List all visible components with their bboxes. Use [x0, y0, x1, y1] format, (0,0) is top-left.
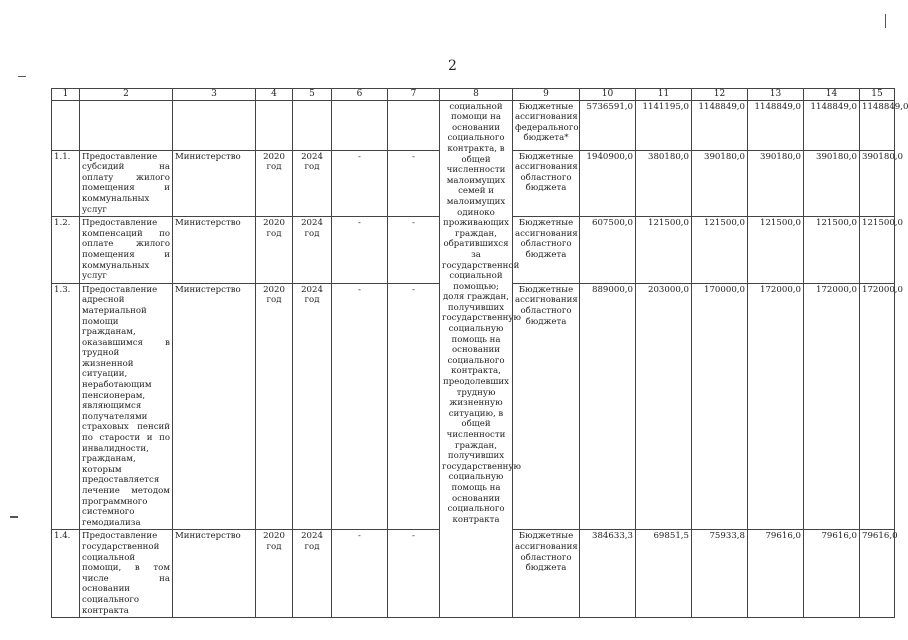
executor: Министерство [173, 530, 256, 618]
value-2021: 170000,0 [692, 283, 748, 530]
header-cell: 10 [580, 89, 636, 101]
value-2023: 1148849,0 [804, 100, 860, 150]
value-2024: 1148849,0 [860, 100, 895, 150]
budget-table [51, 88, 908, 618]
scan-mark [885, 14, 886, 28]
col6-cell: - [332, 217, 388, 284]
funding-source: Бюджетные ассигнования областного бюджета [513, 530, 580, 618]
end-year: 2024 год [293, 530, 332, 618]
value-2021: 1148849,0 [692, 100, 748, 150]
header-cell: 12 [692, 89, 748, 101]
value-2022: 1148849,0 [748, 100, 804, 150]
end-year: 2024 год [293, 217, 332, 284]
scan-mark [18, 76, 26, 77]
header-cell: 8 [440, 89, 513, 101]
measure-name [80, 100, 173, 150]
value-2021: 121500,0 [692, 217, 748, 284]
row-number: 1.1. [52, 150, 80, 217]
value-2020: 380180,0 [636, 150, 692, 217]
col7-cell: - [388, 530, 440, 618]
start-year: 2020 год [256, 150, 293, 217]
col6-cell: - [332, 150, 388, 217]
col7-cell: - [388, 283, 440, 530]
value-2020: 203000,0 [636, 283, 692, 530]
end-year: 2024 год [293, 150, 332, 217]
start-year: 2020 год [256, 530, 293, 618]
value-total: 384633,3 [580, 530, 636, 618]
value-2022: 390180,0 [748, 150, 804, 217]
header-cell: 3 [173, 89, 256, 101]
row-number: 1.3. [52, 283, 80, 530]
header-cell: 7 [388, 89, 440, 101]
header-cell: 9 [513, 89, 580, 101]
value-2022: 121500,0 [748, 217, 804, 284]
col6-cell: - [332, 283, 388, 530]
executor [173, 100, 256, 150]
executor: Министерство [173, 283, 256, 530]
measure-name: Предоставление государственной социальной помощи, в том числе на основании социального контракта [80, 530, 173, 618]
header-cell: 13 [748, 89, 804, 101]
value-total: 5736591,0 [580, 100, 636, 150]
col7-cell: - [388, 150, 440, 217]
value-2022: 79616,0 [748, 530, 804, 618]
value-2023: 172000,0 [804, 283, 860, 530]
value-2023: 390180,0 [804, 150, 860, 217]
start-year: 2020 год [256, 217, 293, 284]
value-2024: 121500,0 [860, 217, 895, 284]
header-row [52, 89, 895, 101]
header-cell: 4 [256, 89, 293, 101]
header-cell: 15 [860, 89, 895, 101]
col7-cell: - [388, 217, 440, 284]
funding-source: Бюджетные ассигнования областного бюджета [513, 150, 580, 217]
indicator-text: социальной помощи на основании социального контракта, в общей численности малоимущих семей и малоимущих одиноко проживающих граждан, обратившихся за государственной социальной помощью; доля граждан, получивших государственную социальную помощь на основании социального контракта, преодолевших трудную жизненную ситуацию, в общей численности граждан, получивших государственную социальную помощь на основании социального контракта [440, 100, 513, 618]
value-2023: 121500,0 [804, 217, 860, 284]
value-2023: 79616,0 [804, 530, 860, 618]
table-row [52, 100, 895, 150]
measure-name: Предоставление адресной материальной помощи гражданам, оказавшимся в трудной жизненной ситуации, неработающим пенсионерам, являющимся получателями страховых пенсий по старости и по инвалидности, гражданам, которым предоставляется лечение методом программного системного гемодиализа [80, 283, 173, 530]
page-number: 2 [448, 58, 457, 74]
start-year [256, 100, 293, 150]
row-number [52, 100, 80, 150]
value-2020: 69851,5 [636, 530, 692, 618]
value-2020: 121500,0 [636, 217, 692, 284]
scan-mark [10, 516, 18, 518]
value-2022: 172000,0 [748, 283, 804, 530]
col6-cell: - [332, 530, 388, 618]
funding-source: Бюджетные ассигнования федерального бюджета* [513, 100, 580, 150]
value-2021: 390180,0 [692, 150, 748, 217]
header-cell: 11 [636, 89, 692, 101]
header-cell: 2 [80, 89, 173, 101]
funding-source: Бюджетные ассигнования областного бюджета [513, 283, 580, 530]
value-total: 1940900,0 [580, 150, 636, 217]
header-cell: 1 [52, 89, 80, 101]
value-2024: 79616,0 [860, 530, 895, 618]
executor: Министерство [173, 217, 256, 284]
value-2021: 75933,8 [692, 530, 748, 618]
value-2024: 172000,0 [860, 283, 895, 530]
value-total: 607500,0 [580, 217, 636, 284]
col6-cell [332, 100, 388, 150]
end-year [293, 100, 332, 150]
row-number: 1.2. [52, 217, 80, 284]
header-cell: 6 [332, 89, 388, 101]
measure-name: Предоставление субсидий на оплату жилого помещения и коммунальных услуг [80, 150, 173, 217]
value-total: 889000,0 [580, 283, 636, 530]
header-cell: 14 [804, 89, 860, 101]
funding-source: Бюджетные ассигнования областного бюджета [513, 217, 580, 284]
value-2024: 390180,0 [860, 150, 895, 217]
start-year: 2020 год [256, 283, 293, 530]
executor: Министерство [173, 150, 256, 217]
header-cell: 5 [293, 89, 332, 101]
value-2020: 1141195,0 [636, 100, 692, 150]
end-year: 2024 год [293, 283, 332, 530]
row-number: 1.4. [52, 530, 80, 618]
measure-name: Предоставление компенсаций по оплате жилого помещения и коммунальных услуг [80, 217, 173, 284]
col7-cell [388, 100, 440, 150]
